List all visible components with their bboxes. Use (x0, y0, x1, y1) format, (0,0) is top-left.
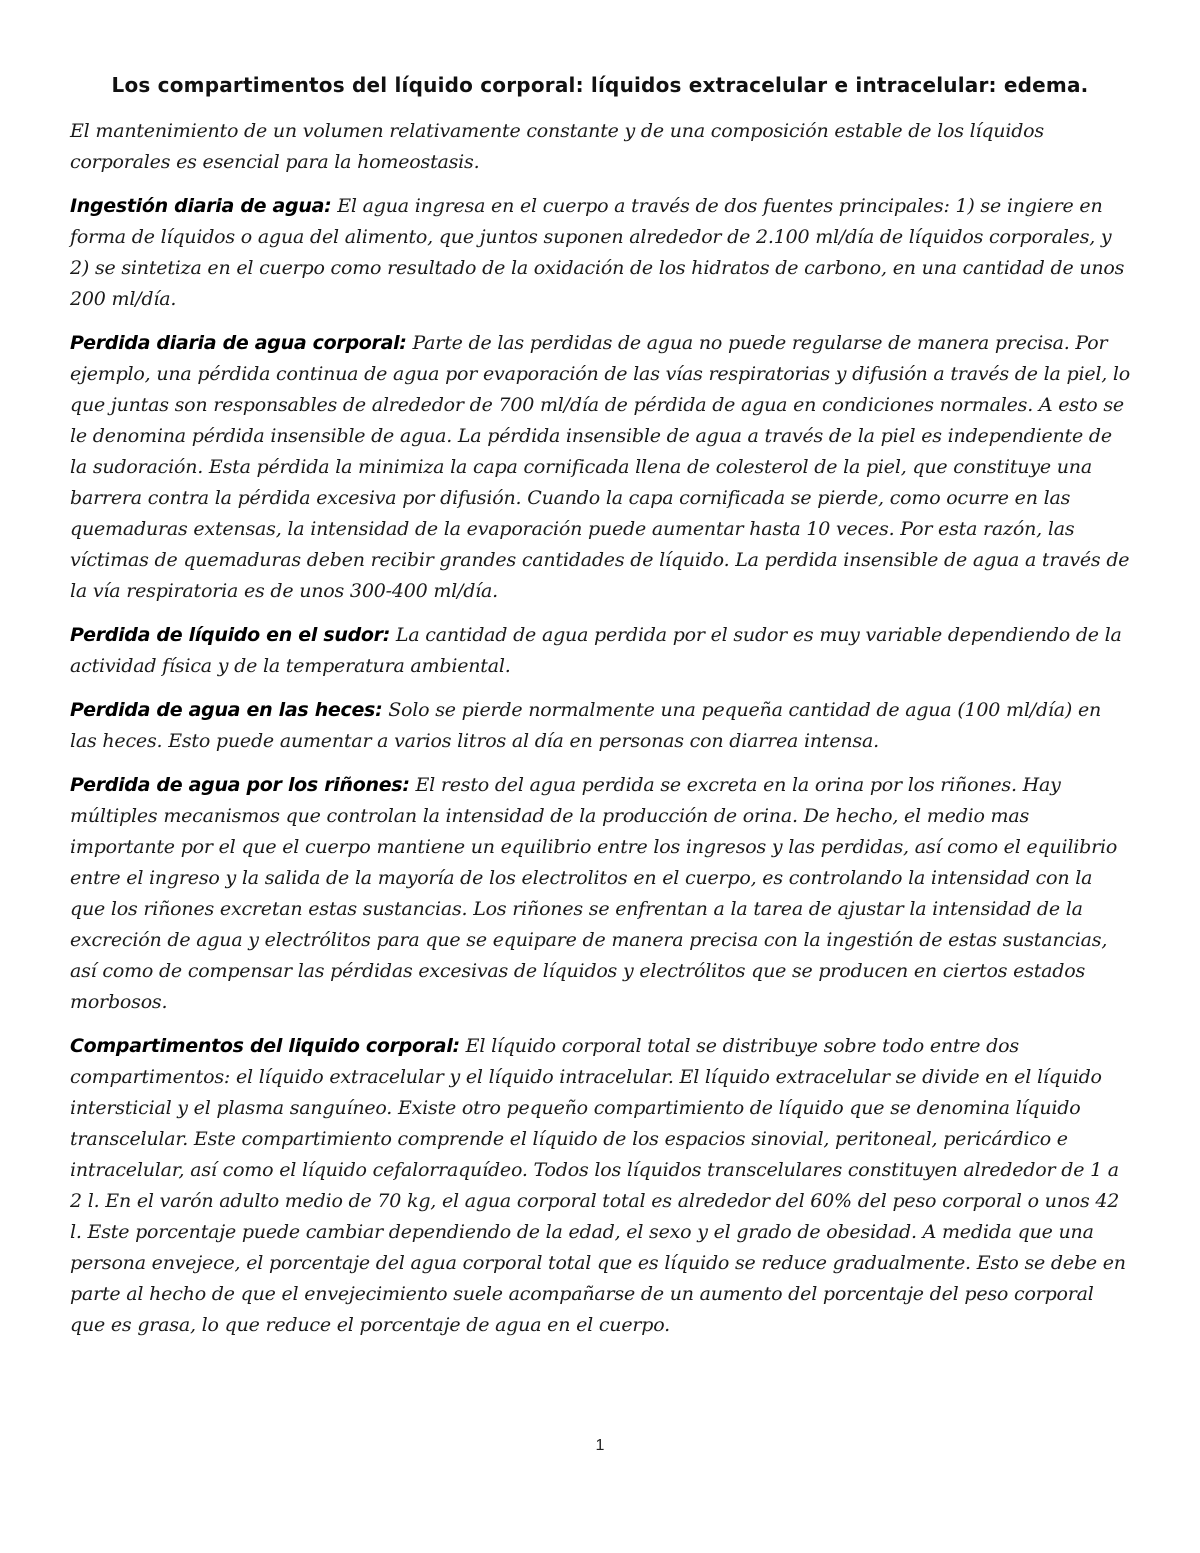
paragraph-text: El agua ingresa en el cuerpo a través de dos fuentes principales: 1) se ingiere en forma de líquidos o agua del alimento, que juntos suponen alrededor de 2.100 ml/día de líquidos corporales, y 2) se sintetiza en el cuerpo como resultado de la oxidación de los hidratos de carbono, en una cantidad de unos 200 ml/día. (70, 195, 1125, 310)
paragraph-perdida-diaria (70, 328, 1132, 607)
paragraph-heading: Perdida de agua en las heces: (70, 699, 383, 721)
paragraph-ingestion-diaria (70, 191, 1132, 315)
paragraph-text: Solo se pierde normalmente una pequeña cantidad de agua (100 ml/día) en las heces. Esto puede aumentar a varios litros al día en personas con diarrea intensa. (70, 699, 1102, 752)
paragraph-text: Parte de las perdidas de agua no puede regularse de manera precisa. Por ejemplo, una pérdida continua de agua por evaporación de las vías respiratorias y difusión a través de la piel, lo que juntas son responsables de alrededor de 700 ml/día de pérdida de agua en condiciones normales. A esto se le denomina pérdida insensible de agua. La pérdida insensible de agua a través de la piel es independiente de la sudoración. Esta pérdida la minimiza la capa cornificada llena de colesterol de la piel, que constituye una barrera contra la pérdida excesiva por difusión. Cuando la capa cornificada se pierde, como ocurre en las quemaduras extensas, la intensidad de la evaporación puede aumentar hasta 10 veces. Por esta razón, las víctimas de quemaduras deben recibir grandes cantidades de líquido. La perdida insensible de agua a través de la vía respiratoria es de unos 300-400 ml/día. (70, 332, 1131, 602)
paragraph-perdida-sudor (70, 620, 1132, 682)
paragraph-text: El líquido corporal total se distribuye sobre todo entre dos compartimentos: el líquido extracelular y el líquido intracelular. El líquido extracelular se divide en el líquido intersticial y el plasma sanguíneo. Existe otro pequeño compartimiento de líquido que se denomina líquido transcelular. Este compartimiento comprende el líquido de los espacios sinovial, peritoneal, pericárdico e intracelular, así como el líquido cefalorraquídeo. Todos los líquidos transcelulares constituyen alrededor de 1 a 2 l. En el varón adulto medio de 70 kg, el agua corporal total es alrededor del 60% del peso corporal o unos 42 l. Este porcentaje puede cambiar dependiendo de la edad, el sexo y el grado de obesidad. A medida que una persona envejece, el porcentaje del agua corporal total que es líquido se reduce gradualmente. Esto se debe en parte al hecho de que el envejecimiento suele acompañarse de un aumento del porcentaje del peso corporal que es grasa, lo que reduce el porcentaje de agua en el cuerpo. (70, 1035, 1126, 1336)
paragraph-compartimentos (70, 1031, 1132, 1341)
paragraph-intro (70, 116, 1132, 178)
paragraph-perdida-heces (70, 695, 1132, 757)
paragraph-text: El resto del agua perdida se excreta en la orina por los riñones. Hay múltiples mecanismos que controlan la intensidad de la producción de orina. De hecho, el medio mas importante por el que el cuerpo mantiene un equilibrio entre los ingresos y las perdidas, así como el equilibrio entre el ingreso y la salida de la mayoría de los electrolitos en el cuerpo, es controlando la intensidad con la que los riñones excretan estas sustancias. Los riñones se enfrentan a la tarea de ajustar la intensidad de la excreción de agua y electrólitos para que se equipare de manera precisa con la ingestión de estas sustancias, así como de compensar las pérdidas excesivas de líquidos y electrólitos que se producen en ciertos estados morbosos. (70, 774, 1118, 1013)
paragraph-heading: Compartimentos del liquido corporal: (70, 1035, 460, 1057)
document-body (70, 116, 1132, 1354)
document-title: Los compartimentos del líquido corporal: líquidos extracelular e intracelular: edema. (111, 73, 1089, 97)
paragraph-text: La cantidad de agua perdida por el sudor es muy variable dependiendo de la actividad física y de la temperatura ambiental. (70, 624, 1122, 677)
paragraph-heading: Perdida diaria de agua corporal: (70, 332, 407, 354)
paragraph-heading: Perdida de líquido en el sudor: (70, 624, 391, 646)
paragraph-heading: Ingestión diaria de agua: (70, 195, 332, 217)
paragraph-perdida-rinones (70, 770, 1132, 1018)
paragraph-text: El mantenimiento de un volumen relativamente constante y de una composición estable de los líquidos corporales es esencial para la homeostasis. (70, 120, 1044, 173)
page-number: 1 (595, 1437, 605, 1454)
paragraph-heading: Perdida de agua por los riñones: (70, 774, 410, 796)
